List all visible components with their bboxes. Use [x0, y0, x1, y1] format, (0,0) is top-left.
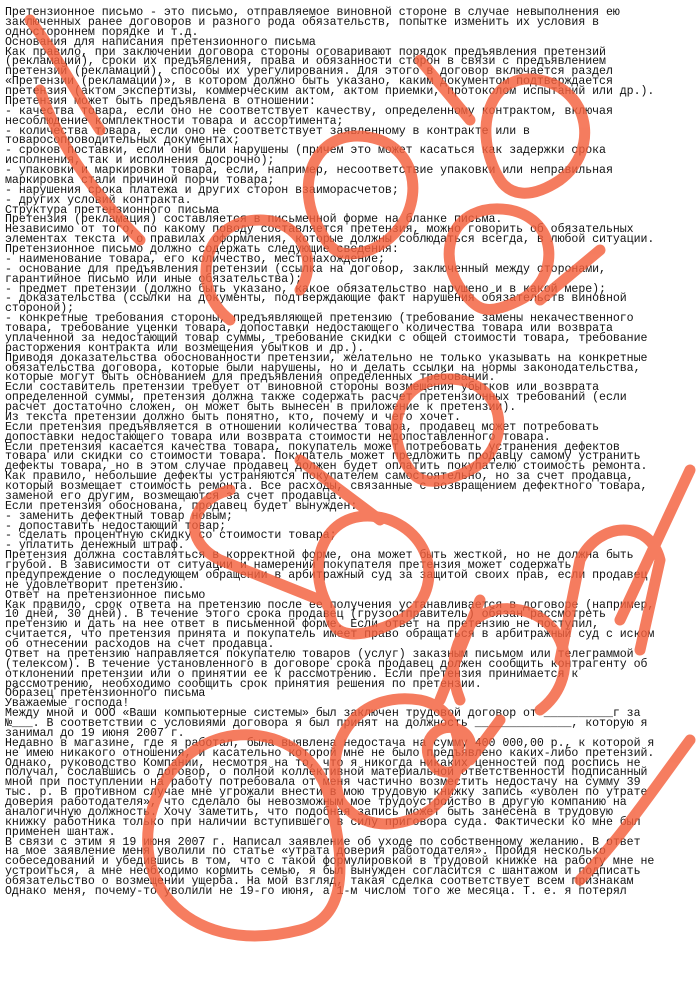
text-line: определенной суммы, претензия должна также содержать расчет претензионных требований (если [5, 391, 627, 405]
text-line: товара или скидки со стоимости товара. Покупатель может предложить продавцу самому устранить [5, 450, 641, 464]
text-line: Уважаемые господа! [5, 697, 130, 711]
text-line: - доказательства (ссылки на документы, подтверждающие факт нарушения обязательств виновной [5, 292, 627, 306]
text-line: собеседований и убедившись в том, что с такой формулировкой в трудовой книжке на работу мне не [5, 855, 655, 869]
text-line: - уплатить денежный штраф. [5, 539, 185, 553]
text-line: - конкретные требования стороны, предъявляющей претензию (требование замены некачественного [5, 312, 634, 326]
text-line: уплаченной за недостающий товар суммы, требование скидки с общей стоимости товара, требование [5, 331, 648, 345]
text-line: - других условий контракта. [5, 193, 192, 207]
text-line: Однако, руководство Компании, несмотря на то, что я никогда никаких ценностей под роспись не [5, 756, 641, 770]
text-line: В связи с этим я 19 июня 2007 г. Написал заявление об уходе по собственному желанию. В ответ [5, 835, 641, 849]
text-line: Между мной и ООО «Ваши компьютерные системы» был заключен трудовой договор от __________г за [5, 707, 641, 721]
text-line: - основание для предъявления претензии (ссылка на договор, заключенный между сторонами, [5, 262, 606, 276]
text-line: на мое заявление меня уволили по статье «утрата доверия работодателя». Пройдя несколько [5, 845, 606, 859]
text-line: (рекламаций), сроки их предъявления, права и обязанности сторон в связи с предъявлением [5, 55, 606, 69]
text-line: Если составитель претензии требует от виновной стороны возмещения убытков или возврата [5, 381, 600, 395]
text-line: не удовлетворит претензию. [5, 578, 185, 592]
text-line: - упаковки и маркировки товара, если, например, несоответствие упаковки или неправильная [5, 164, 613, 177]
document-body [5, 8, 695, 897]
text-line: - сделать процентную скидку со стоимости товара; [5, 529, 337, 543]
text-line: Претензия должна составляться в корректной форме, она может быть жесткой, но не должна быть [5, 549, 634, 563]
text-line: претензия (актом экспертизы, коммерческим актом, актом приемки, протоколом испытаний или др.). [5, 85, 655, 98]
text-line: товаросопроводительных документах; [5, 134, 240, 148]
text-line: Если претензия предъявляется в отношении количества товара, продавец может потребовать [5, 420, 600, 434]
text-line: Претензия может быть предъявлена в отношении: [5, 94, 316, 108]
text-line: аналогичную должность. Хочу заметить, что подобная запись может быть занесена в трудовую [5, 805, 613, 819]
text-line: - допоставить недостающий товар; [5, 519, 227, 533]
text-line: - сроков поставки, если они были нарушены (причем это может касаться как задержки срока [5, 144, 606, 158]
text-line: одностороннем порядке и т.д. [5, 25, 199, 39]
text-line: Претензионное письмо - это письмо, отправляемое виновной стороне в случае невыполнения ею [5, 6, 620, 19]
text-line: рассмотрению, необходимо сообщить срок принятия решения по претензии. [5, 677, 482, 691]
text-line: тыс. р. В противном случае мне угрожали внести в мою трудовую книжку запись «уволен по утрате [5, 786, 648, 800]
text-line: Независимо от того, по какому поводу составляется претензия, можно говорить об обязательных [5, 223, 634, 237]
text-line: обязательства договора, которые были нарушены, но и делать ссылки на нормы законодательства, [5, 361, 641, 375]
text-line: заключенных ранее договоров и разного рода обязательств, попытке изменить их условия в [5, 15, 600, 29]
text-line: Как правило, при заключении договора стороны оговаривают порядок предъявления претензий [5, 45, 606, 59]
text-line: стороной); [5, 302, 75, 316]
text-line: исполнения, так и исполнения досрочно); [5, 154, 275, 168]
text-line: претензий (рекламаций), способы их урегулирования. Для этого в договор включается раздел [5, 65, 613, 79]
text-line: занимал до 19 июня 2007 г. [5, 726, 185, 740]
text-line: - заменить дефектный товар новым; [5, 509, 233, 523]
text-line: применен шантаж. [5, 825, 116, 839]
text-line: отклонении претензии или о принятии ее к рассмотрению. Если претензия принимается к [5, 667, 579, 681]
text-line: - нарушения срока платежа и других сторон взаиморасчетов; [5, 183, 399, 197]
text-line: - количества товара, если оно не соответствует заявленному в контракте или в [5, 124, 530, 138]
text-line: Если претензия касается качества товара, покупатель может потребовать устранения дефектов [5, 440, 620, 454]
text-line: Как правило, срок ответа на претензию после ее получения устанавливается в договоре (например, [5, 598, 655, 612]
text-line: допоставки недостающего товара или возврата стоимости недопоставленного товара. [5, 430, 551, 444]
text-line: Претензия (рекламация) составляется в письменной форме на бланке письма. [5, 213, 503, 227]
text-line: Ответ на претензию направляется покупателю товаров (услуг) заказным письмом или телеграммой [5, 647, 634, 661]
text-line: об отнесении расходов на счет продавца. [5, 638, 275, 651]
text-line: расторжения контракта или возмещения убытков и др.). [5, 341, 365, 355]
text-line: Приводя доказательства обоснованности претензии, желательно не только указывать на конкретные [5, 351, 648, 365]
text-line: заменой его другим, возмещаются за счет продавца. [5, 489, 344, 503]
text-line: расчет достаточно сложен, он может быть вынесен в приложение к претензии). [5, 401, 517, 414]
text-line: (телексом). В течение установленного в договоре срока продавец должен сообщить контрагенту об [5, 657, 648, 671]
text-line: грубой. В зависимости от ситуации и намерений покупателя претензия может содержать [5, 559, 572, 572]
text-line: Недавно в магазине, где я работал, была выявлена недостача на сумму 400 000,00 р., к которой я [5, 736, 655, 750]
text-line: Ответ на претензионное письмо [5, 588, 206, 602]
text-line: считается, что претензия принята и покупатель имеет право обращаться в арбитражный суд с иском [5, 628, 655, 642]
text-line: устроиться, а мне необходимо кормить семью, я был вынужден согласится с шантажом и подписать [5, 865, 641, 879]
text-line: Структура претензионного письма [5, 203, 220, 217]
text-line: Основания для написания претензионного письма [5, 35, 316, 49]
text-line: несоблюдение комплектности товара и ассортимента; [5, 114, 344, 128]
text-line: маркировка стали причиной порчи товара; [5, 173, 275, 187]
text-line: 10 дней, 30 дней). В течение этого срока продавец (грузоотправитель) обязан рассмотреть [5, 608, 606, 622]
text-line: получал, сославшись о договор, о полной коллективной материальной ответственности подписанный [5, 766, 648, 780]
text-line: дефекты товара, но в этом случае продавец должен будет оплатить покупателю стоимость ремонта. [5, 460, 648, 474]
text-line: Как правило, небольшие дефекты устраняются покупателем самостоятельно, но за счет продавца, [5, 470, 634, 484]
text-line: претензию и дать на нее ответ в письменной форме. Если ответ на претензию не поступил, [5, 618, 600, 632]
text-line: - наименование товара, его количество, местонахождение; [5, 252, 385, 266]
text-line: обязательство о возмещении ущерба. На мой взгляд, такая сделка соответствует всем признакам [5, 875, 634, 888]
text-line: Образец претензионного письма [5, 687, 206, 701]
text-line: - предмет претензии (должно быть указано, какое обязательство нарушено и в какой мере); [5, 282, 606, 296]
text-line: гарантийное письмо или иные обязательства); [5, 272, 303, 286]
text-line: №___. В соответствии с условиями договора я был принят на должность ______________, которую я [5, 717, 648, 730]
text-line: книжку работника только при наличии вступившего в силу приговора суда. Фактически ко мне был [5, 815, 641, 829]
text-line: элементах текста и о правилах оформления, которые должны соблюдаться всегда, в любой ситуации. [5, 233, 655, 247]
text-line: предупреждение о последующем обращении в арбитражный суд за защитой своих прав, если продавец [5, 568, 648, 582]
text-line: мной при поступлении на работу потребовала от меня частично возместить недостачу на сумму 39 [5, 776, 641, 790]
text-line: Однако меня, почему-то уволили не 19-го июня, а 1-м числом того же месяца. Т. е. я потерял [5, 884, 627, 898]
text-line: который возмещает стоимость ремонта. Все расходы, связанные с возвращением дефектного товара, [5, 480, 648, 493]
text-line: доверия работодателя», что сделало бы невозможным мое трудоустройство в другую компанию на [5, 796, 627, 809]
text-line: товара, требование уценки товара, допоставки недостающего количества товара или возврата [5, 322, 613, 335]
text-line: - качества товара, если оно не соответствует качеству, определенному контрактом, включая [5, 104, 613, 118]
text-line: «Претензии (рекламации)», в котором должно быть указано, каким документом подтверждается [5, 75, 613, 89]
text-line: Если претензия обоснована, продавец будет вынужден: [5, 499, 358, 513]
text-line: не имею никакого отношения, и касательно которой мне не было предъявлено каких-либо претензий. [5, 746, 655, 760]
text-line: Претензионное письмо должно содержать следующие сведения: [5, 243, 399, 256]
text-line: Из текста претензии должно быть понятно, кто, почему и чего хочет. [5, 410, 461, 424]
text-line: которые могут быть основанием для предъявления определенных требований. [5, 371, 496, 385]
